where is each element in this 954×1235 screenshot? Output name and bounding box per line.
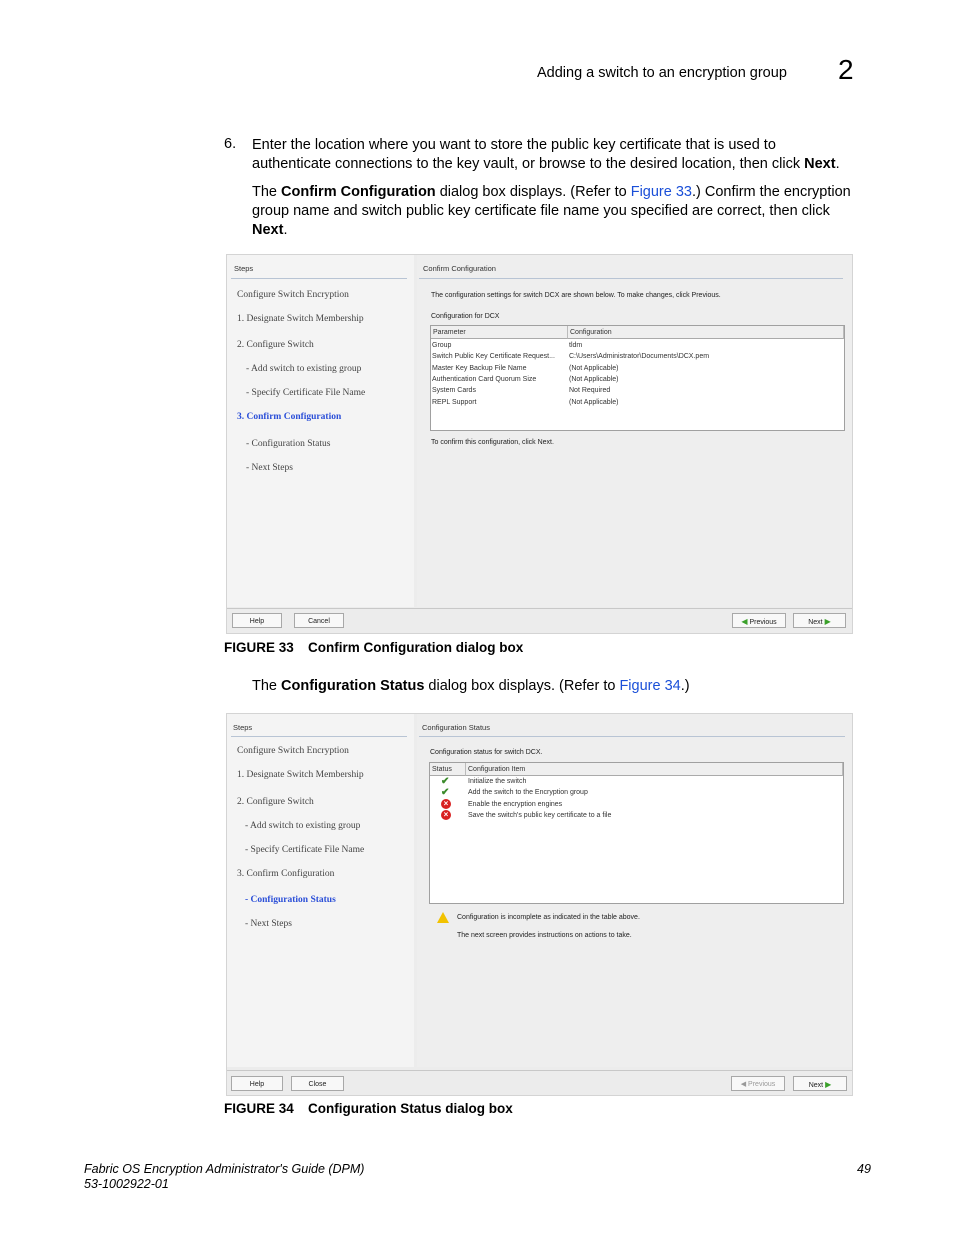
next-arrow-icon: ▶ [824, 617, 831, 626]
nav-add-switch: - Add switch to existing group [246, 364, 362, 374]
table-cell-item: Save the switch's public key certificate to a file [468, 811, 612, 819]
next-button[interactable]: Next ▶ [793, 613, 846, 628]
nav-configure-switch-encryption: Configure Switch Encryption [237, 746, 349, 756]
nav-designate-membership: 1. Designate Switch Membership [237, 314, 364, 324]
step-6-text [252, 136, 862, 174]
table-cell-item: Add the switch to the Encryption group [468, 789, 588, 797]
next-keyword: Next [804, 156, 836, 172]
warning-text: Configuration is incomplete as indicated in the table above. [457, 914, 640, 921]
step-6-line-1: Enter the location where you want to store the public key certificate that is used to [252, 137, 776, 153]
figure-34-label: FIGURE 34 [224, 1101, 294, 1116]
footer-doc-number: 53-1002922-01 [84, 1177, 169, 1191]
footer-page-number: 49 [857, 1162, 871, 1176]
table-cell-configuration: (Not Applicable) [569, 398, 619, 406]
error-icon: × [441, 810, 457, 821]
table-cell-parameter: Group [432, 342, 452, 349]
nav-configure-switch: 2. Configure Switch [237, 340, 314, 350]
table-cell-configuration: tldm [569, 342, 583, 349]
intro-text: The configuration settings for switch DCX are shown below. To make changes, click Previous. [431, 292, 721, 299]
steps-panel [227, 714, 414, 1067]
panel-title: Confirm Configuration [423, 264, 496, 273]
column-header-item[interactable]: Configuration Item [466, 763, 843, 776]
previous-button: ◀ Previous [731, 1076, 785, 1091]
close-button[interactable]: Close [291, 1076, 344, 1091]
table-cell-configuration: Not Required [569, 387, 611, 395]
table-cell-item: Initialize the switch [468, 778, 527, 785]
confirm-note: To confirm this configuration, click Next. [431, 439, 554, 446]
nav-specify-certificate: - Specify Certificate File Name [245, 845, 365, 855]
figure-33-link[interactable]: Figure 33 [630, 184, 692, 200]
configuration-table[interactable] [430, 325, 845, 431]
figure-33-caption: FIGURE 33 Confirm Configuration dialog box [224, 640, 524, 655]
table-cell-parameter: Master Key Backup File Name [432, 364, 527, 372]
content-panel [417, 714, 852, 1067]
table-cell-parameter: Authentication Card Quorum Size [432, 375, 537, 383]
table-cell-configuration: (Not Applicable) [569, 375, 619, 383]
button-bar [227, 608, 852, 633]
table-cell-configuration: (Not Applicable) [569, 364, 619, 372]
status-paragraph: The Configuration Status dialog box displays. (Refer to Figure 34.) [252, 678, 690, 694]
status-table[interactable] [429, 762, 844, 904]
content-panel [417, 255, 852, 607]
help-button[interactable]: Help [232, 613, 282, 628]
intro-text: Configuration status for switch DCX. [430, 749, 543, 756]
nav-add-switch: - Add switch to existing group [245, 821, 361, 831]
step-number: 6. [224, 136, 237, 152]
table-cell-parameter: Switch Public Key Certificate Request... [432, 353, 555, 361]
nav-configure-switch: 2. Configure Switch [237, 797, 314, 807]
confirm-configuration-dialog [226, 254, 853, 634]
figure-33-label: FIGURE 33 [224, 640, 294, 655]
column-header-status[interactable]: Status [430, 763, 466, 776]
nav-confirm-configuration: 3. Confirm Configuration [237, 869, 335, 879]
step-6-line-2: authenticate connections to the key vault, or browse to the desired location, then click Next. [252, 156, 840, 172]
nav-configuration-status: - Configuration Status [246, 439, 331, 449]
previous-arrow-icon: ◀ [741, 617, 748, 626]
figure-34-caption: FIGURE 34 Configuration Status dialog box [224, 1101, 513, 1116]
check-icon: ✔ [441, 776, 450, 787]
section-title: Adding a switch to an encryption group [537, 65, 787, 81]
nav-configure-switch-encryption: Configure Switch Encryption [237, 290, 349, 300]
config-for-label: Configuration for DCX [431, 313, 500, 320]
table-cell-configuration: C:\Users\Administrator\Documents\DCX.pem [569, 353, 710, 361]
footer-guide-title: Fabric OS Encryption Administrator's Guide (DPM) [84, 1162, 365, 1176]
button-bar [227, 1070, 852, 1095]
nav-next-steps: - Next Steps [246, 463, 293, 473]
chapter-number: 2 [838, 54, 854, 85]
configuration-status-dialog [226, 713, 853, 1096]
cancel-button[interactable]: Cancel [294, 613, 344, 628]
nav-confirm-configuration: 3. Confirm Configuration [237, 412, 342, 422]
table-cell-parameter: System Cards [432, 387, 476, 395]
check-icon: ✔ [441, 787, 450, 799]
next-info-text: The next screen provides instructions on actions to take. [457, 932, 632, 939]
panel-title: Configuration Status [422, 723, 490, 732]
previous-arrow-icon: ◀ [740, 1081, 747, 1088]
help-button[interactable]: Help [231, 1076, 283, 1091]
table-cell-parameter: REPL Support [432, 398, 477, 406]
table-cell-item: Enable the encryption engines [468, 800, 563, 808]
nav-configuration-status: - Configuration Status [245, 895, 336, 905]
steps-panel [227, 255, 414, 607]
column-header-configuration[interactable]: Configuration [568, 326, 844, 339]
figure-34-link[interactable]: Figure 34 [619, 678, 681, 694]
nav-next-steps: - Next Steps [245, 919, 292, 929]
steps-title: Steps [234, 264, 254, 273]
error-icon: × [441, 799, 457, 810]
nav-designate-membership: 1. Designate Switch Membership [237, 770, 364, 780]
confirm-paragraph: The Confirm Configuration dialog box displays. (Refer to Figure 33.) Confirm the encryption group name and switch public key certificate file name you specified are correct, then click Next. [252, 184, 851, 238]
nav-specify-certificate: - Specify Certificate File Name [246, 388, 366, 398]
previous-button[interactable]: ◀ Previous [732, 613, 786, 628]
steps-title: Steps [233, 723, 253, 732]
column-header-parameter[interactable]: Parameter [431, 326, 568, 339]
next-arrow-icon: ▶ [825, 1080, 832, 1089]
warning-icon [437, 912, 449, 923]
next-button[interactable]: Next ▶ [793, 1076, 847, 1091]
